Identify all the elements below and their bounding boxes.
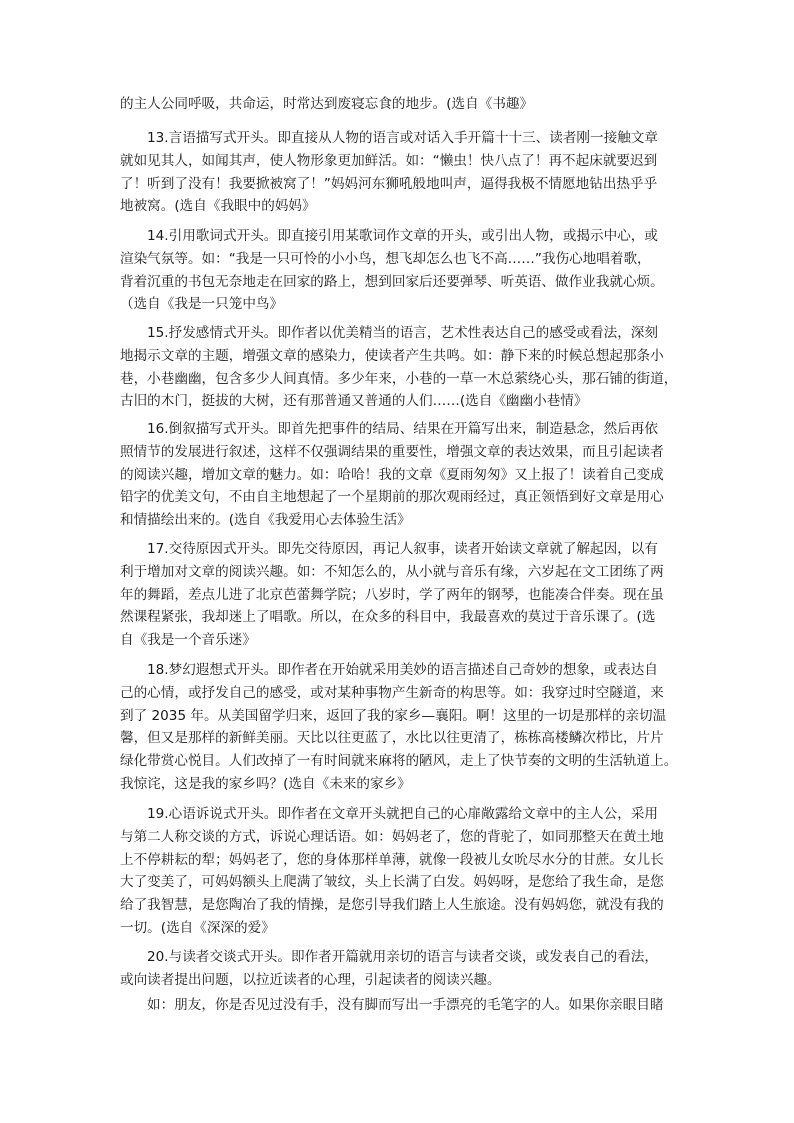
paragraph-14 (120, 225, 680, 316)
text-line: 18.梦幻遐想式开头。即作者在开始就采用美妙的语言描述自己奇妙的想象，或表达自 (147, 662, 658, 678)
text-line: 与第二人称交谈的方式，诉说心理话语。如：妈妈老了，您的背驼了，如同那整天在黄土地 (120, 828, 664, 845)
text-line: 然课程紧张，我却迷上了唱歌。所以，在众多的科目中，我最喜欢的莫过于音乐课了。(选 (120, 609, 656, 626)
text-line: 大了变美了，可妈妈额头上爬满了皱纹，头上长满了白发。妈妈呀，是您给了我生命，是您 (120, 874, 664, 891)
text-line: 17.交待原因式开头。即先交待原因，再记人叙事，读者开始读文章就了解起因，以有 (147, 541, 658, 557)
text-line: 15.抒发感情式开头。即作者以优美精当的语言，艺术性表达自己的感受或看法，深刻 (147, 325, 658, 341)
paragraph-13 (120, 127, 680, 218)
text-line: 渲染气氛等。如：“我是一只可怜的小小鸟，想飞却怎么也飞不高……”我伤心地唱着歌， (120, 250, 651, 267)
text-line: 19.心语诉说式开头。即作者在文章开头就把自己的心扉敞露给文章中的主人公，采用 (147, 806, 658, 822)
text-line: 20.与读者交谈式开头。即作者开篇就用亲切的语言与读者交谈，或发表自己的看法， (147, 949, 658, 965)
text-line: 如：朋友，你是否见过没有手，没有脚而写出一手漂亮的毛笔字的人。如果你亲眼目睹 (147, 997, 664, 1013)
text-line: 古旧的木门，挺拔的大树，还有那普通又普通的人们……(选自《幽幽小巷情》 (120, 393, 588, 410)
text-line: 利于增加对文章的阅读兴趣。如：不知怎么的，从小就与音乐有缘，六岁起在文工团练了两 (120, 563, 664, 580)
text-line: 馨，但又是那样的新鲜美丽。天比以往更蓝了，水比以往更清了，栋栋高楼鳞次栉比，片片 (120, 730, 664, 747)
text-line: （选自《我是一只笼中鸟》 (120, 296, 284, 313)
text-line: 年的舞蹈，差点儿进了北京芭蕾舞学院；八岁时，学了两年的钢琴，也能凑合伴奏。现在虽 (120, 586, 664, 603)
text-line: 和情描绘出来的。(选自《我爱用心去体验生活》 (120, 512, 411, 529)
text-line: 背着沉重的书包无奈地走在回家的路上，想到回家后还要弹琴、听英语、做作业我就心烦。 (120, 273, 664, 290)
text-line: 一切。(选自《深深的爱》 (120, 919, 275, 936)
paragraph-15 (120, 322, 680, 413)
text-line: 给了我智慧，是您陶冶了我的情操，是您引导我们踏上人生旅途。没有妈妈您，就没有我的 (120, 897, 664, 914)
paragraph-19 (120, 803, 680, 940)
paragraph-18 (120, 659, 680, 796)
paragraph-example (120, 994, 680, 1017)
text-line: 照情节的发展进行叙述，这样不仅强调结果的重要性，增强文章的表达效果，而且引起读者 (120, 443, 664, 460)
text-line: 铅字的优美文句，不由自主地想起了一个星期前的那次观雨经过，真正领悟到好文章是用心 (120, 489, 664, 506)
paragraph-17 (120, 538, 680, 652)
text-line: 绿化带赏心悦目。人们改掉了一有时间就来麻将的陋风，走上了快节奏的文明的生活轨道上。 (120, 753, 678, 770)
paragraph-continuation (120, 93, 680, 116)
text-line: 己的心情，或抒发自己的感受，或对某种事物产生新奇的构思等。如：我穿过时空隧道，来 (120, 684, 664, 701)
text-line: 14.引用歌词式开头。即直接引用某歌词作文章的开头，或引出人物，或揭示中心，或 (147, 228, 658, 244)
paragraph-16 (120, 418, 680, 532)
text-line: 了！听到了没有！我要掀被窝了！”妈妈河东狮吼般地叫声，逼得我极不情愿地钻出热乎乎 (120, 175, 658, 192)
text-line: 就如见其人，如闻其声，使人物形象更加鲜活。如：“懒虫！快八点了！再不起床就要迟到 (120, 152, 658, 169)
text-line: 的阅读兴趣，增加文章的魅力。如：哈哈！我的文章《夏雨匆匆》又上报了！读着自己变成 (120, 466, 664, 483)
paragraph-20 (120, 946, 680, 992)
text-line: 到了 2035 年。从美国留学归来，返回了我的家乡—襄阳。啊！这里的一切是那样的亲切温 (120, 707, 667, 724)
text-line: 的主人公同呼吸，共命运，时常达到废寝忘食的地步。(选自《书趣》 (120, 96, 534, 112)
text-line: 我惊诧，这是我的家乡吗？(选自《未来的家乡》 (120, 775, 411, 792)
text-line: 地揭示文章的主题，增强文章的感染力，使读者产生共鸣。如：静下来的时候总想起那条小 (120, 347, 664, 364)
text-line: 或向读者提出问题，以拉近读者的心理，引起读者的阅读兴趣。 (120, 971, 501, 988)
text-line: 上不停耕耘的犁；妈妈老了，您的身体那样单薄，就像一段被儿女吮尽水分的甘蔗。女儿长 (120, 851, 664, 868)
text-line: 自《我是一个音乐迷》 (120, 632, 256, 649)
text-line: 16.倒叙描写式开头。即首先把事件的结局、结果在开篇写出来，制造悬念，然后再依 (147, 421, 658, 437)
text-line: 13.言语描写式开头。即直接从人物的语言或对话入手开篇十十三、读者刚一接触文章 (147, 130, 658, 146)
text-line: 巷，小巷幽幽，包含多少人间真情。多少年来，小巷的一草一木总萦绕心头，那石铺的街道， (120, 370, 678, 387)
text-line: 地被窝。(选自《我眼中的妈妈》 (120, 198, 316, 215)
